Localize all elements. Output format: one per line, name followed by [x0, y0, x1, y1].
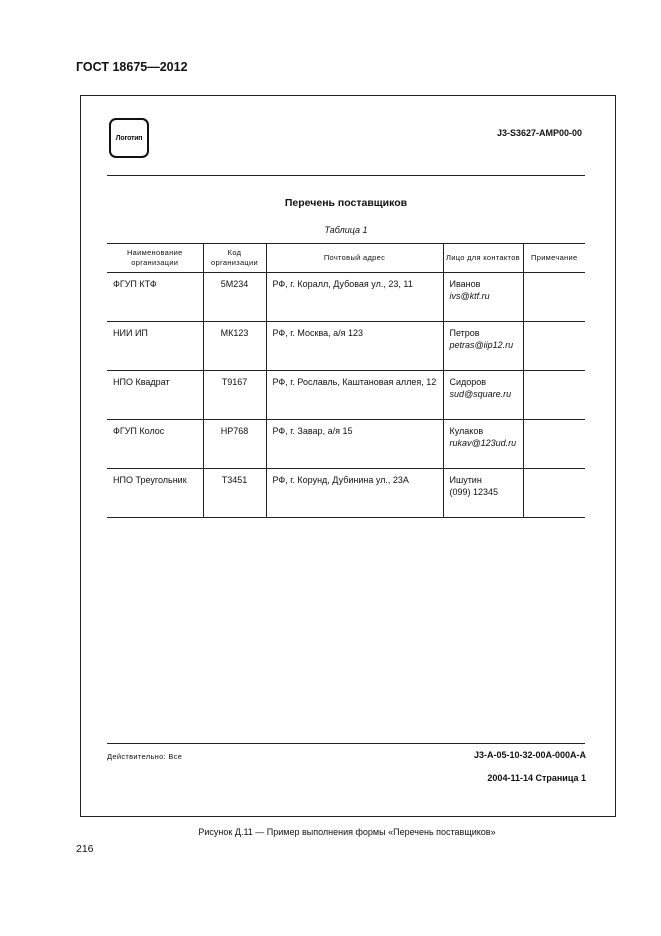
table-row	[107, 273, 585, 322]
contact-name: Сидоров	[449, 377, 487, 387]
table-row	[107, 420, 585, 469]
cell-organization: ФГУП Колос	[107, 420, 203, 469]
table-row	[107, 469, 585, 518]
cell-code: МК123	[203, 322, 266, 371]
column-header-address: Почтовый адрес	[266, 244, 443, 273]
cell-address: РФ, г. Коралл, Дубовая ул., 23, 11	[266, 273, 443, 322]
cell-code: Т3451	[203, 469, 266, 518]
logo-text: Логотип	[115, 134, 143, 142]
table-header-row	[107, 244, 585, 273]
cell-address: РФ, г. Рославль, Каштановая аллея, 12	[266, 371, 443, 420]
cell-code: НР768	[203, 420, 266, 469]
table-row	[107, 371, 585, 420]
column-header-note: Примечание	[523, 244, 585, 273]
column-header-code: Код организации	[203, 244, 266, 273]
column-header-organization: Наименование организации	[107, 244, 203, 273]
document-code: J3-S3627-AMP00-00	[496, 128, 582, 138]
table-row	[107, 322, 585, 371]
date-and-page: 2004-11-14 Страница 1	[487, 773, 586, 783]
column-header-contact: Лицо для контактов	[443, 244, 523, 273]
page-number: 216	[76, 843, 94, 855]
cell-note	[523, 322, 585, 371]
contact-name: Ишутин	[449, 475, 482, 485]
figure-caption: Рисунок Д.11 — Пример выполнения формы «Перечень поставщиков»	[198, 827, 496, 837]
cell-address: РФ, г. Москва, а/я 123	[266, 322, 443, 371]
cell-code: Т9167	[203, 371, 266, 420]
cell-note	[523, 469, 585, 518]
cell-organization: НПО Квадрат	[107, 371, 203, 420]
page-code: J3-A-05-10-32-00A-000A-A	[473, 750, 586, 760]
contact-phone: (099) 12345	[449, 487, 499, 497]
standard-title: ГОСТ 18675—2012	[76, 60, 188, 74]
logo	[109, 118, 149, 158]
header-divider	[107, 175, 585, 176]
cell-contact	[443, 371, 523, 420]
cell-contact	[443, 420, 523, 469]
contact-name: Иванов	[449, 279, 481, 289]
validity-label: Действительно: Все	[107, 752, 183, 761]
contact-name: Кулаков	[449, 426, 484, 436]
cell-note	[523, 371, 585, 420]
suppliers-table	[107, 243, 585, 518]
contact-name: Петров	[449, 328, 480, 338]
list-title: Перечень поставщиков	[284, 197, 408, 209]
cell-address: РФ, г. Корунд, Дубинина ул., 23А	[266, 469, 443, 518]
contact-email: ivs@ktf.ru	[449, 291, 490, 301]
footer-divider	[107, 743, 585, 744]
contact-email: petras@iip12.ru	[449, 340, 514, 350]
cell-note	[523, 420, 585, 469]
cell-organization: ФГУП КТФ	[107, 273, 203, 322]
cell-code: 5М234	[203, 273, 266, 322]
cell-organization: НПО Треугольник	[107, 469, 203, 518]
table-caption: Таблица 1	[324, 225, 368, 235]
cell-contact	[443, 322, 523, 371]
cell-contact	[443, 469, 523, 518]
contact-email: sud@square.ru	[449, 389, 512, 399]
contact-email: rukav@123ud.ru	[449, 438, 517, 448]
cell-contact	[443, 273, 523, 322]
cell-note	[523, 273, 585, 322]
cell-address: РФ, г. Завар, а/я 15	[266, 420, 443, 469]
cell-organization: НИИ ИП	[107, 322, 203, 371]
